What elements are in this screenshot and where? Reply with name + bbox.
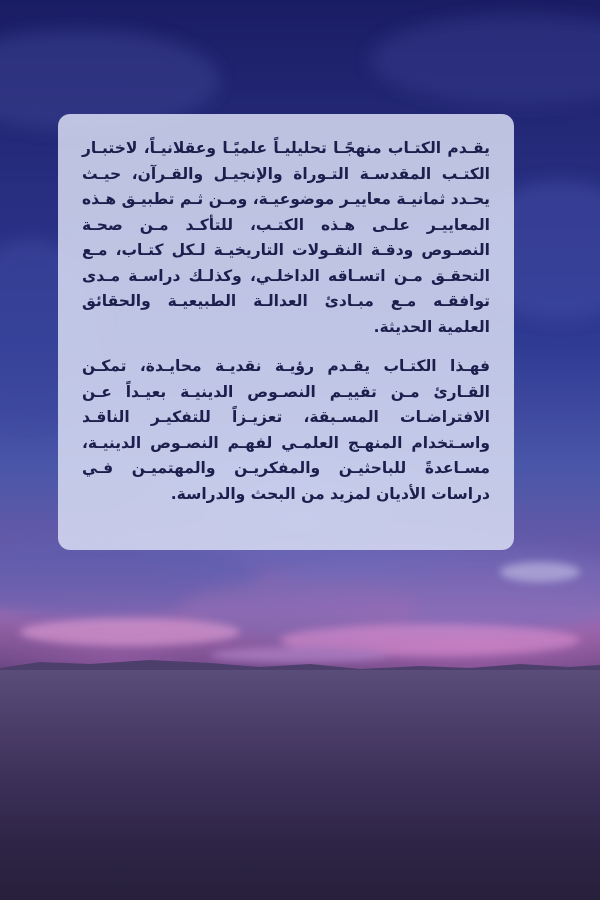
description-panel <box>58 114 514 550</box>
description-paragraph-1: يقـدم الكتـاب منهجًـا تحليليـاً علميًـا وعقلانيـاً، لاختبـار الكتـب المقدسـة التـوراة والإنجيـل والقـرآن، حيـث يحـدد ثمانيـة معاييـر موضوعيـة، ومـن ثـم تطبيـق هـذه المعاييـر علـى هـذه الكتـب، للتأكـد مـن صحـة النصـوص ودقـة النقـولات التاريخيـة لـكل كتـاب، مـع التحقـق مـن اتسـاقه الداخلـي، وكذلـك دراسـة مـدى توافقـه مـع مبـادئ العدالـة الطبيعيـة والحقائق العلمية الحديثة. <box>82 139 490 336</box>
desert-ground <box>0 670 600 900</box>
description-paragraph-2: فهـذا الكتـاب يقـدم رؤيـة نقديـة محايـدة، تمكـن القـارئ مـن تقييـم النصـوص الدينيـة بعيـداً عـن الافتراضـات المسـبقة، تعزيـزاً للتفكيـر الناقـد واسـتخدام المنهـج العلمـي لفهـم النصـوص الدينيـة، مسـاعدةً للباحثيـن والمفكريـن والمهتميـن فـي دراسات الأديان لمزيد من البحث والدراسة. <box>82 357 490 503</box>
